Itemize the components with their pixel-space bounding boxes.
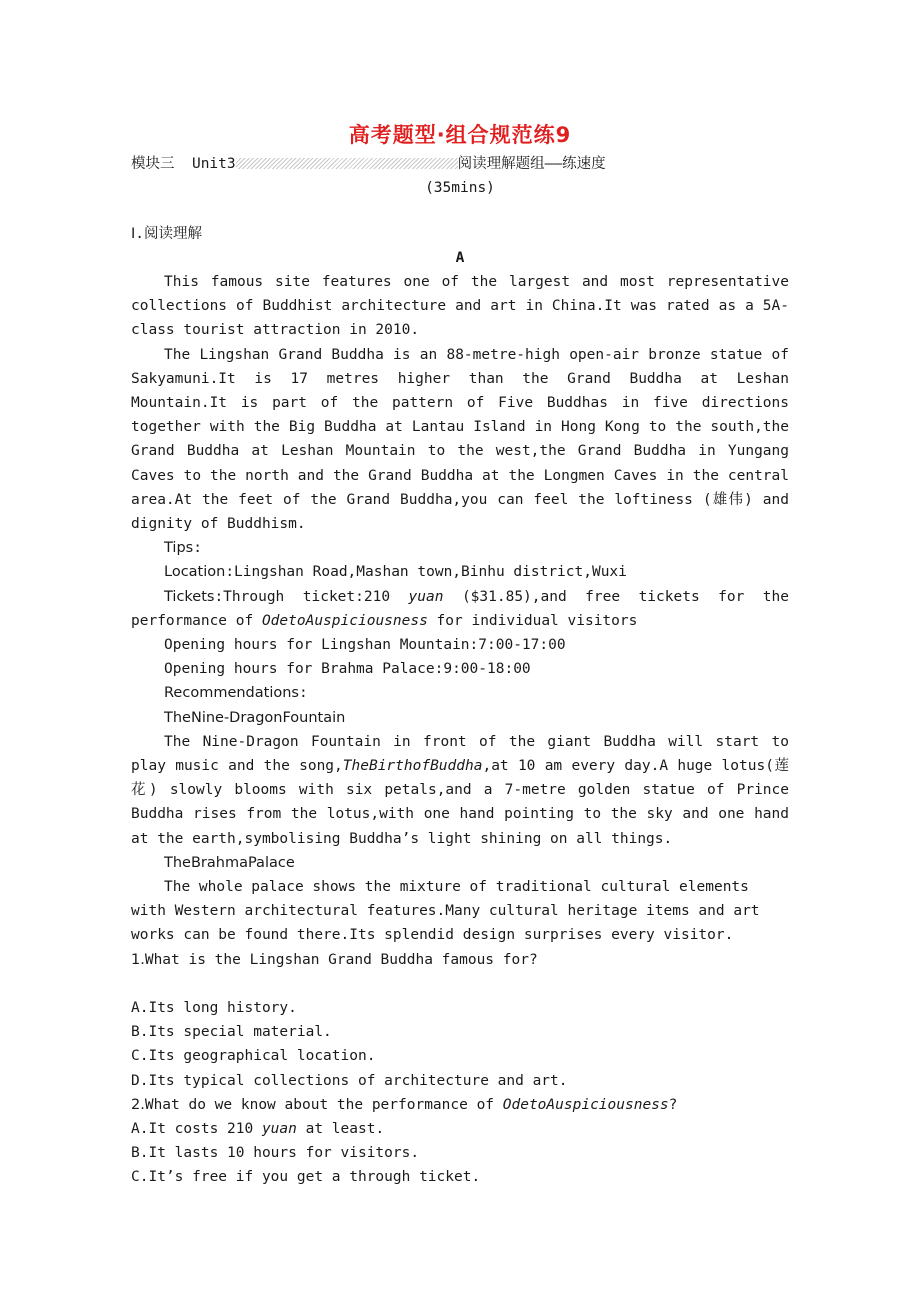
palace-title: TheBrahmaPalace	[164, 854, 295, 871]
q1-option-c: C.Its geographical location.	[131, 1048, 376, 1065]
q2-option-a: A.It costs 210 yuan at least.	[131, 1120, 385, 1137]
tips-heading: Tips:	[164, 540, 202, 557]
page-title: 高考题型·组合规范练9	[348, 123, 572, 147]
q1-option-b: B.Its special material.	[131, 1024, 332, 1041]
redacted-stripe	[236, 158, 458, 169]
section-label: 阅读理解题组——练速度	[457, 156, 606, 172]
tickets-line: Tickets:Through ticket:210 yuan ($31.85),and free tickets for the performance of OdetoAuspiciousness for individual visitors	[131, 588, 789, 629]
part-heading: Ⅰ.阅读理解	[131, 226, 203, 242]
palace-paragraph: The whole palace shows the mixture of traditional cultural elements with Western architectural features.Many cultural heritage items and art works can be found there.Its splendid design surprises every visitor.	[131, 879, 760, 944]
question-2: 2.What do we know about the performance of OdetoAuspiciousness?	[131, 1096, 678, 1113]
document-page	[131, 118, 789, 1190]
time-limit: (35mins)	[425, 180, 495, 196]
hours-mountain: Opening hours for Lingshan Mountain:7:00-17:00	[164, 637, 566, 654]
unit-header	[131, 152, 789, 176]
unit-label: Unit3	[191, 156, 236, 172]
paragraph-buddha: The Lingshan Grand Buddha is an 88-metre-high open-air bronze statue of Sakyamuni.It is 17 metres higher than the Grand Buddha at Leshan Mountain.It is part of the pattern of Five Buddhas in five directions together with the Big Buddha at Lantau Island in Hong Kong to the south,the Grand Buddha at Leshan Mountain to the west,the Grand Buddha in Yungang Caves to the north and the Grand Buddha at the Longmen Caves in the central area.At the feet of the Grand Buddha,you can feel the loftiness (雄伟) and dignity of Buddhism.	[131, 346, 789, 533]
q1-option-d: D.Its typical collections of architecture and art.	[131, 1072, 568, 1089]
paragraph-intro: This famous site features one of the largest and most representative collections of Buddhist architecture and art in China.It was rated as a 5A-class tourist attraction in 2010.	[131, 274, 789, 339]
hours-palace: Opening hours for Brahma Palace:9:00-18:00	[164, 661, 531, 678]
passage-label: A	[455, 250, 465, 266]
fountain-title: TheNine-DragonFountain	[164, 709, 346, 726]
fountain-paragraph: The Nine-Dragon Fountain in front of the giant Buddha will start to play music and the song,TheBirthofBuddha,at 10 am every day.A huge lotus(莲花) slowly blooms with six petals,and a 7-metre golden statue of Prince Buddha rises from the lotus,with one hand pointing to the sky and one hand at the earth,symbolising Buddha’s light shining on all things.	[131, 733, 789, 847]
recommendations-heading: Recommendations:	[164, 685, 308, 702]
q1-option-a: A.Its long history.	[131, 999, 297, 1016]
question-1: 1.What is the Lingshan Grand Buddha famous for?	[131, 951, 538, 968]
spacer	[131, 972, 789, 996]
q2-option-b: B.It lasts 10 hours for visitors.	[131, 1145, 420, 1162]
location-line: Location:Lingshan Road,Mashan town,Binhu district,Wuxi	[164, 564, 627, 581]
q2-option-c: C.It’s free if you get a through ticket.	[131, 1169, 481, 1186]
module-label: 模块三	[131, 156, 175, 172]
